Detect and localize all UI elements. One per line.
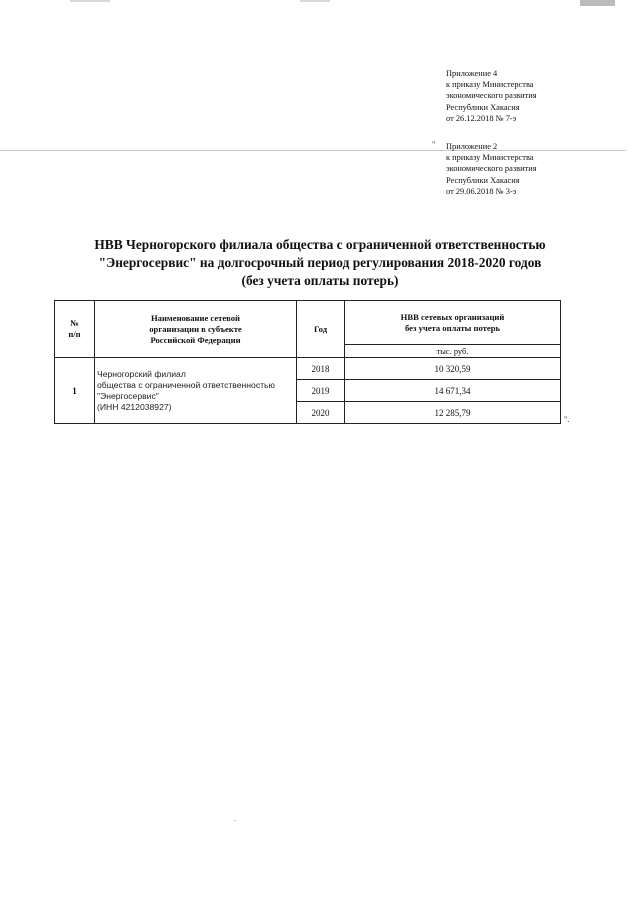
header-number-line: № xyxy=(70,318,79,328)
year-cell: 2019 xyxy=(297,380,345,402)
document-title xyxy=(40,236,600,290)
header-organization-line: организации в субъекте xyxy=(149,323,242,334)
appendix-4-line: к приказу Министерства xyxy=(446,80,534,90)
title-line: (без учета оплаты потерь) xyxy=(241,273,399,288)
appendix-2-line: экономического развития xyxy=(446,164,537,174)
appendix-2-line: к приказу Министерства xyxy=(446,153,534,163)
scan-artifact xyxy=(234,820,236,821)
header-year: Год xyxy=(297,301,345,358)
appendix-2-header xyxy=(446,141,537,197)
scan-artifact xyxy=(580,0,615,6)
appendix-4-line: от 26.12.2018 № 7-э xyxy=(446,113,517,123)
appendix-4-line: Республики Хакасия xyxy=(446,102,520,112)
header-number xyxy=(55,301,95,358)
year-cell: 2020 xyxy=(297,402,345,424)
header-organization xyxy=(95,301,297,358)
table-row xyxy=(55,358,561,380)
nvv-value-cell: 14 671,34 xyxy=(345,380,561,402)
appendix-2-line: от 29.06.2018 № 3-э xyxy=(446,186,517,196)
appendix-4-header xyxy=(446,68,537,124)
title-line: НВВ Черногорского филиала общества с ограниченной ответственностью xyxy=(94,237,546,252)
nvv-value-cell: 12 285,79 xyxy=(345,402,561,424)
organization-name-line: общества с ограниченной ответственностью xyxy=(97,379,275,390)
appendix-2-line: Приложение 2 xyxy=(446,142,498,151)
organization-name xyxy=(95,358,297,424)
header-number-line: п/п xyxy=(68,329,81,339)
scan-artifact xyxy=(300,0,330,2)
nvv-table xyxy=(54,300,561,424)
header-units: тыс. руб. xyxy=(345,345,561,358)
header-organization-line: Российской Федерации xyxy=(150,334,241,345)
header-organization-line: Наименование сетевой xyxy=(150,312,241,323)
row-number: 1 xyxy=(55,358,95,424)
appendix-2-line: Республики Хакасия xyxy=(446,175,520,185)
appendix-4-line: Приложение 4 xyxy=(446,69,498,78)
scan-artifact xyxy=(70,0,110,2)
header-nvv-line: НВВ сетевых организаций xyxy=(400,311,505,322)
nvv-value-cell: 10 320,59 xyxy=(345,358,561,380)
header-nvv-line: без учета оплаты потерь xyxy=(404,322,501,333)
year-cell: 2018 xyxy=(297,358,345,380)
organization-name-line: Черногорский филиал xyxy=(97,368,186,379)
appendix-4-line: экономического развития xyxy=(446,91,537,101)
title-line: "Энергосервис" на долгосрочный период регулирования 2018-2020 годов xyxy=(98,255,542,270)
table-header-row xyxy=(55,301,561,345)
closing-quote: ". xyxy=(564,415,570,424)
header-nvv xyxy=(345,301,561,345)
organization-name-line: (ИНН 4212038927) xyxy=(97,401,172,412)
organization-name-line: "Энергосервис" xyxy=(97,390,159,401)
opening-quote: " xyxy=(432,140,436,149)
